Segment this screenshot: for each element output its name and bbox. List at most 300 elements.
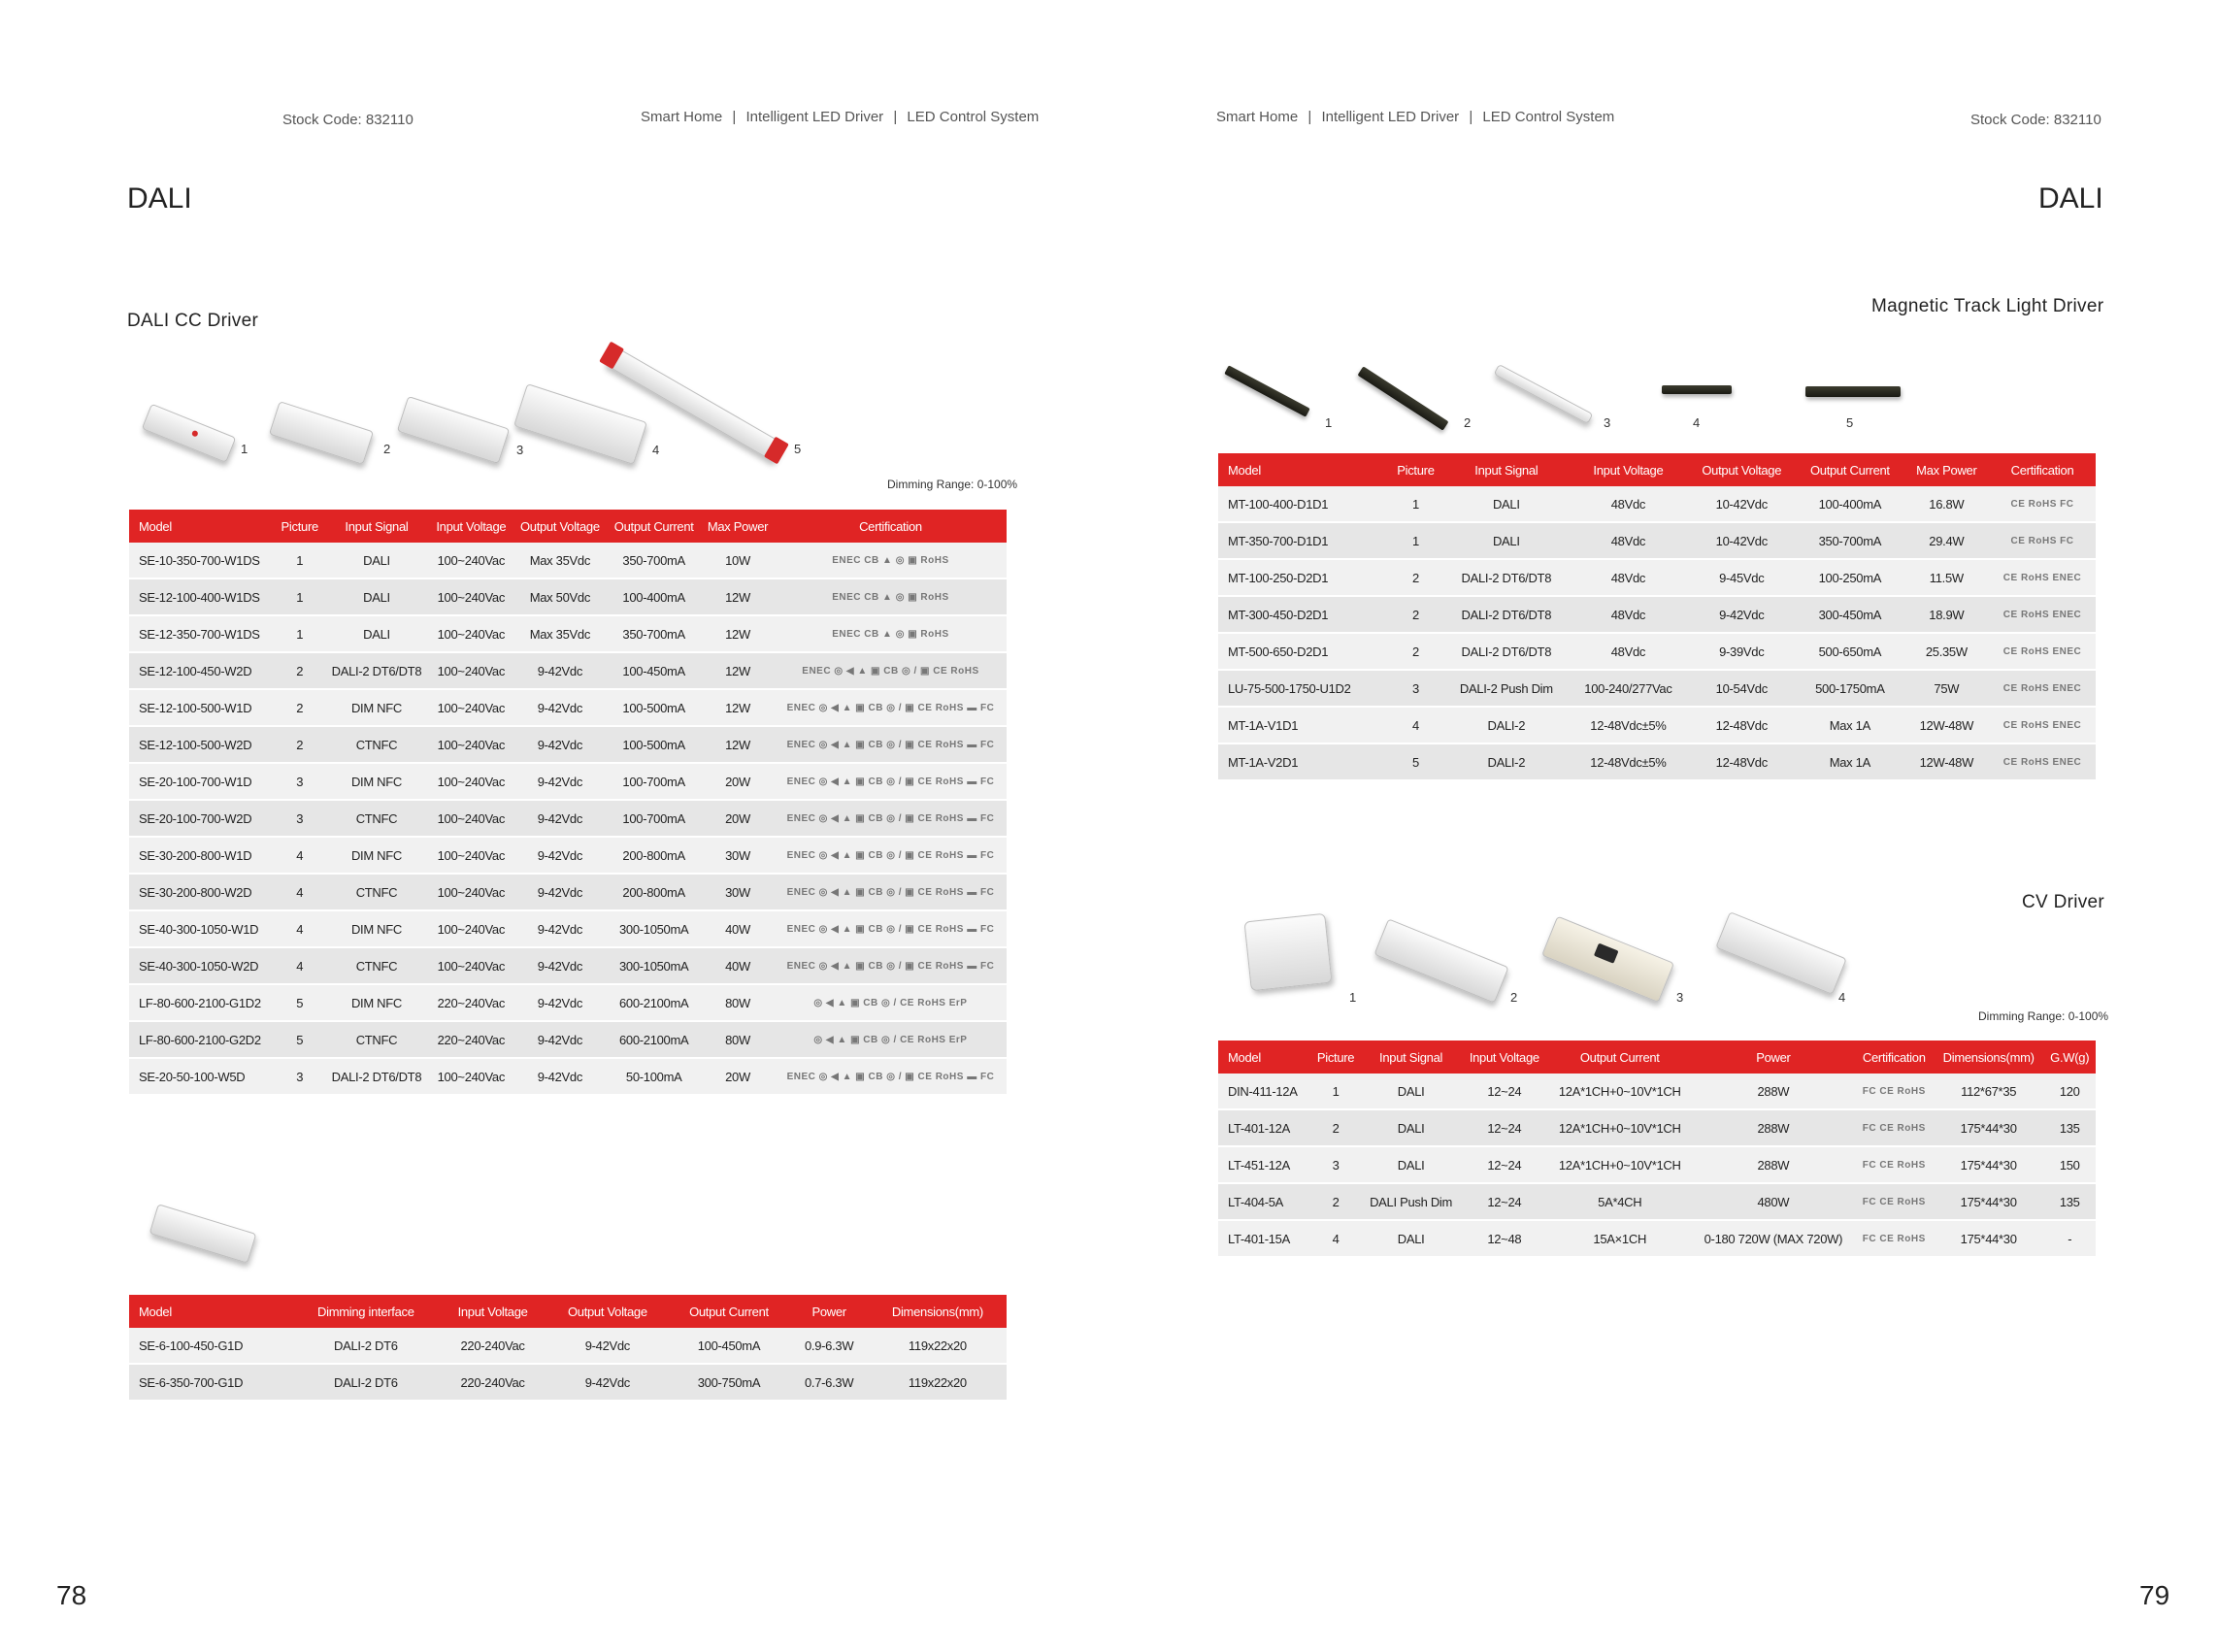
table-cell: 30W bbox=[701, 874, 775, 910]
column-header: Picture bbox=[1388, 453, 1444, 486]
table-cell: 5 bbox=[276, 984, 324, 1021]
nav-item[interactable]: Smart Home bbox=[641, 109, 723, 125]
certification-marks: ENEC CB ▲ ◎ ▣ RoHS bbox=[775, 543, 1007, 578]
table-cell: DALI-2 DT6/DT8 bbox=[1443, 559, 1569, 596]
table-cell: 75W bbox=[1904, 670, 1989, 707]
table-header bbox=[1218, 453, 2096, 486]
picture-label: 3 bbox=[1676, 990, 1684, 1005]
column-header: Dimming interface bbox=[293, 1295, 439, 1328]
certification-marks: ENEC CB ▲ ◎ ▣ RoHS bbox=[775, 615, 1007, 652]
table-header bbox=[129, 510, 1007, 543]
table-cell: DALI bbox=[1361, 1220, 1461, 1257]
picture-label: 1 bbox=[1349, 990, 1357, 1005]
table-cell: 9-42Vdc bbox=[513, 837, 607, 874]
certification-marks: FC CE RoHS bbox=[1855, 1146, 1934, 1183]
table-cell: 135 bbox=[2043, 1109, 2096, 1146]
table-row bbox=[1218, 1074, 2096, 1109]
table-cell: 10-54Vdc bbox=[1687, 670, 1796, 707]
certification-marks: ENEC ◎ ◀ ▲ ▣ CB ◎ / ▣ CE RoHS ▬ FC bbox=[775, 1058, 1007, 1095]
table-cell: DALI bbox=[324, 578, 429, 615]
table-row bbox=[1218, 707, 2096, 743]
table-cell: 12A*1CH+0~10V*1CH bbox=[1547, 1109, 1692, 1146]
table-cell: MT-1A-V1D1 bbox=[1218, 707, 1388, 743]
certification-marks: CE RoHS ENEC bbox=[1989, 633, 2096, 670]
table-cell: DALI bbox=[324, 615, 429, 652]
table-row bbox=[129, 543, 1007, 578]
table-row bbox=[129, 837, 1007, 874]
table-cell: SE-30-200-800-W2D bbox=[129, 874, 276, 910]
certification-marks: ENEC ◎ ◀ ▲ ▣ CB ◎ / ▣ CE RoHS ▬ FC bbox=[775, 837, 1007, 874]
table-cell: 100-400mA bbox=[1796, 486, 1904, 522]
table-cell: 220-240Vac bbox=[439, 1328, 546, 1364]
table-cell: CTNFC bbox=[324, 800, 429, 837]
table-cell: SE-40-300-1050-W1D bbox=[129, 910, 276, 947]
column-header: Model bbox=[129, 1295, 293, 1328]
certification-marks: CE RoHS ENEC bbox=[1989, 670, 2096, 707]
table-cell: 25.35W bbox=[1904, 633, 1989, 670]
table-row bbox=[1218, 522, 2096, 559]
product-image-3 bbox=[1542, 916, 1672, 1001]
table-cell: 220~240Vac bbox=[429, 984, 513, 1021]
table-cell: 100-500mA bbox=[607, 726, 701, 763]
table-cell: 9-42Vdc bbox=[513, 984, 607, 1021]
picture-label: 4 bbox=[1693, 415, 1701, 430]
table-cell: SE-12-100-500-W2D bbox=[129, 726, 276, 763]
table-row bbox=[1218, 1183, 2096, 1220]
table-cell: SE-12-350-700-W1DS bbox=[129, 615, 276, 652]
table-cell: 4 bbox=[1310, 1220, 1361, 1257]
table-cell: MT-100-400-D1D1 bbox=[1218, 486, 1388, 522]
table-cell: SE-20-100-700-W2D bbox=[129, 800, 276, 837]
table-cell: 9-42Vdc bbox=[513, 763, 607, 800]
column-header: Certification bbox=[1989, 453, 2096, 486]
table-cell: 1 bbox=[1388, 522, 1444, 559]
table-cell: 10-42Vdc bbox=[1687, 486, 1796, 522]
table-cell: 100-450mA bbox=[607, 652, 701, 689]
product-image-4 bbox=[1662, 385, 1732, 394]
table-cell: 12-48Vdc bbox=[1687, 707, 1796, 743]
table-cell: 48Vdc bbox=[1569, 522, 1687, 559]
table-cell: 1 bbox=[1388, 486, 1444, 522]
certification-marks: ENEC ◎ ◀ ▲ ▣ CB ◎ / ▣ CE RoHS ▬ FC bbox=[775, 910, 1007, 947]
picture-label: 3 bbox=[1604, 415, 1611, 430]
table-cell: SE-10-350-700-W1DS bbox=[129, 543, 276, 578]
column-header: Input Signal bbox=[1361, 1041, 1461, 1074]
table-row bbox=[1218, 559, 2096, 596]
certification-marks: ENEC ◎ ◀ ▲ ▣ CB ◎ / ▣ CE RoHS bbox=[775, 652, 1007, 689]
table-cell: SE-12-100-450-W2D bbox=[129, 652, 276, 689]
table-cell: LT-401-15A bbox=[1218, 1220, 1310, 1257]
column-header: Picture bbox=[1310, 1041, 1361, 1074]
table-cell: 500-650mA bbox=[1796, 633, 1904, 670]
table-cell: 5 bbox=[276, 1021, 324, 1058]
table-row bbox=[129, 578, 1007, 615]
table-cell: 18.9W bbox=[1904, 596, 1989, 633]
table-cell: Max 35Vdc bbox=[513, 543, 607, 578]
table-cell: 12A*1CH+0~10V*1CH bbox=[1547, 1146, 1692, 1183]
certification-marks: ENEC ◎ ◀ ▲ ▣ CB ◎ / ▣ CE RoHS ▬ FC bbox=[775, 726, 1007, 763]
table-cell: 220~240Vac bbox=[429, 1021, 513, 1058]
table-cell: DALI-2 bbox=[1443, 743, 1569, 780]
table-cell: Max 1A bbox=[1796, 743, 1904, 780]
table-cell: MT-100-250-D2D1 bbox=[1218, 559, 1388, 596]
table-cell: 12~24 bbox=[1461, 1109, 1547, 1146]
table-cell: 12W bbox=[701, 689, 775, 726]
table-cell: 135 bbox=[2043, 1183, 2096, 1220]
table-cell: 2 bbox=[1310, 1183, 1361, 1220]
table-cell: 9-42Vdc bbox=[513, 874, 607, 910]
table-row bbox=[129, 726, 1007, 763]
table-cell: 12W bbox=[701, 652, 775, 689]
table-cell: DALI-2 DT6 bbox=[293, 1328, 439, 1364]
table-cell: 12-48Vdc bbox=[1687, 743, 1796, 780]
column-header: Model bbox=[1218, 453, 1388, 486]
column-header: Output Current bbox=[668, 1295, 789, 1328]
page-number: 79 bbox=[2139, 1580, 2170, 1610]
page-title: DALI bbox=[127, 182, 192, 215]
table-row bbox=[1218, 670, 2096, 707]
table-cell: 100~240Vac bbox=[429, 543, 513, 578]
column-header: Max Power bbox=[1904, 453, 1989, 486]
nav-item[interactable]: Smart Home bbox=[1216, 109, 1299, 125]
table-cell: 2 bbox=[1388, 596, 1444, 633]
table-cell: 175*44*30 bbox=[1934, 1220, 2044, 1257]
column-header: G.W(g) bbox=[2043, 1041, 2096, 1074]
table-cell: 100~240Vac bbox=[429, 910, 513, 947]
table-cell: 11.5W bbox=[1904, 559, 1989, 596]
table-cell: 100~240Vac bbox=[429, 615, 513, 652]
table-cell: CTNFC bbox=[324, 726, 429, 763]
certification-marks: ENEC CB ▲ ◎ ▣ RoHS bbox=[775, 578, 1007, 615]
section-title: DALI CC Driver bbox=[127, 311, 259, 331]
table-cell: 12~48 bbox=[1461, 1220, 1547, 1257]
table-row bbox=[1218, 633, 2096, 670]
table-cell: 0.9-6.3W bbox=[790, 1328, 869, 1364]
table-cell: LF-80-600-2100-G1D2 bbox=[129, 984, 276, 1021]
table-cell: 100-240/277Vac bbox=[1569, 670, 1687, 707]
column-header: Input Voltage bbox=[1461, 1041, 1547, 1074]
table-cell: 2 bbox=[1388, 559, 1444, 596]
table-cell: 3 bbox=[1388, 670, 1444, 707]
column-header: Input Signal bbox=[1443, 453, 1569, 486]
table-cell: DALI bbox=[324, 543, 429, 578]
section-title: CV Driver bbox=[2022, 892, 2105, 912]
column-header: Input Signal bbox=[324, 510, 429, 543]
table-cell: 30W bbox=[701, 837, 775, 874]
table-cell: 288W bbox=[1692, 1074, 1855, 1109]
table-cell: DIM NFC bbox=[324, 984, 429, 1021]
product-image-small-driver bbox=[149, 1204, 257, 1264]
table-cell: 9-42Vdc bbox=[513, 689, 607, 726]
table-cell: 2 bbox=[276, 652, 324, 689]
table-cell: DALI bbox=[1443, 486, 1569, 522]
cc-driver-table bbox=[129, 510, 1007, 1096]
table-row bbox=[1218, 1220, 2096, 1257]
table-cell: DALI bbox=[1361, 1074, 1461, 1109]
table-cell: SE-30-200-800-W1D bbox=[129, 837, 276, 874]
table-cell: 48Vdc bbox=[1569, 633, 1687, 670]
table-cell: SE-12-100-400-W1DS bbox=[129, 578, 276, 615]
table-cell: 2 bbox=[1310, 1109, 1361, 1146]
table-cell: Max 50Vdc bbox=[513, 578, 607, 615]
table-cell: 288W bbox=[1692, 1146, 1855, 1183]
table-cell: 2 bbox=[1388, 633, 1444, 670]
page-number: 78 bbox=[56, 1580, 87, 1610]
table-cell: 220-240Vac bbox=[439, 1364, 546, 1401]
table-cell: 48Vdc bbox=[1569, 596, 1687, 633]
table-header bbox=[1218, 1041, 2096, 1074]
product-image-5 bbox=[1805, 386, 1901, 397]
picture-label: 5 bbox=[1846, 415, 1854, 430]
column-header: Max Power bbox=[701, 510, 775, 543]
table-cell: 48Vdc bbox=[1569, 486, 1687, 522]
product-image-4 bbox=[513, 383, 647, 465]
table-cell: 3 bbox=[276, 800, 324, 837]
column-header: Output Current bbox=[1796, 453, 1904, 486]
table-cell: 12W-48W bbox=[1904, 707, 1989, 743]
table-cell: 600-2100mA bbox=[607, 1021, 701, 1058]
nav-item[interactable]: LED Control System bbox=[1482, 109, 1615, 125]
table-cell: 20W bbox=[701, 1058, 775, 1095]
table-row bbox=[129, 910, 1007, 947]
table-row bbox=[129, 1021, 1007, 1058]
table-cell: 300-1050mA bbox=[607, 910, 701, 947]
table-cell: LU-75-500-1750-U1D2 bbox=[1218, 670, 1388, 707]
table-cell: CTNFC bbox=[324, 874, 429, 910]
table-cell: 9-42Vdc bbox=[546, 1364, 668, 1401]
table-cell: 500-1750mA bbox=[1796, 670, 1904, 707]
table-cell: 5A*4CH bbox=[1547, 1183, 1692, 1220]
column-header: Model bbox=[129, 510, 276, 543]
table-cell: 9-42Vdc bbox=[513, 947, 607, 984]
magnetic-track-driver-table bbox=[1218, 453, 2096, 781]
table-row bbox=[129, 689, 1007, 726]
product-image-2 bbox=[1373, 918, 1508, 1003]
column-header: Output Current bbox=[607, 510, 701, 543]
column-header: Power bbox=[790, 1295, 869, 1328]
table-cell: 12~24 bbox=[1461, 1183, 1547, 1220]
column-header: Power bbox=[1692, 1041, 1855, 1074]
table-cell: 100~240Vac bbox=[429, 578, 513, 615]
product-image-1 bbox=[142, 404, 234, 461]
header-nav: Smart Home | Intelligent LED Driver | LED Control System bbox=[1216, 109, 1615, 125]
table-cell: 480W bbox=[1692, 1183, 1855, 1220]
table-cell: SE-6-100-450-G1D bbox=[129, 1328, 293, 1364]
table-cell: 100-700mA bbox=[607, 763, 701, 800]
table-cell: 4 bbox=[1388, 707, 1444, 743]
table-cell: 29.4W bbox=[1904, 522, 1989, 559]
table-cell: 2 bbox=[276, 726, 324, 763]
certification-marks: CE RoHS ENEC bbox=[1989, 596, 2096, 633]
header-nav: Smart Home | Intelligent LED Driver | LED Control System bbox=[641, 109, 1040, 125]
page-title: DALI bbox=[2038, 182, 2103, 215]
table-row bbox=[129, 1058, 1007, 1095]
table-cell: 9-42Vdc bbox=[513, 652, 607, 689]
column-header: Output Current bbox=[1547, 1041, 1692, 1074]
table-cell: CTNFC bbox=[324, 947, 429, 984]
picture-label: 1 bbox=[1325, 415, 1333, 430]
table-row bbox=[129, 763, 1007, 800]
table-cell: 3 bbox=[1310, 1146, 1361, 1183]
picture-label: 1 bbox=[241, 442, 248, 456]
table-cell: 100~240Vac bbox=[429, 726, 513, 763]
table-cell: 12W bbox=[701, 726, 775, 763]
certification-marks: ENEC ◎ ◀ ▲ ▣ CB ◎ / ▣ CE RoHS ▬ FC bbox=[775, 689, 1007, 726]
picture-label: 2 bbox=[1510, 990, 1518, 1005]
table-cell: 40W bbox=[701, 947, 775, 984]
table-cell: MT-1A-V2D1 bbox=[1218, 743, 1388, 780]
column-header: Dimensions(mm) bbox=[1934, 1041, 2044, 1074]
table-cell: 100~240Vac bbox=[429, 800, 513, 837]
table-cell: 12W-48W bbox=[1904, 743, 1989, 780]
table-row bbox=[129, 615, 1007, 652]
table-cell: DALI-2 DT6/DT8 bbox=[1443, 596, 1569, 633]
nav-item[interactable]: Intelligent LED Driver bbox=[1321, 109, 1460, 125]
table-cell: 12A*1CH+0~10V*1CH bbox=[1547, 1074, 1692, 1109]
column-header: Picture bbox=[276, 510, 324, 543]
table-cell: 2 bbox=[276, 689, 324, 726]
table-cell: LT-451-12A bbox=[1218, 1146, 1310, 1183]
column-header: Model bbox=[1218, 1041, 1310, 1074]
table-cell: 12~24 bbox=[1461, 1074, 1547, 1109]
table-cell: 16.8W bbox=[1904, 486, 1989, 522]
table-cell: 0.7-6.3W bbox=[790, 1364, 869, 1401]
table-cell: 100-250mA bbox=[1796, 559, 1904, 596]
table-cell: 4 bbox=[276, 910, 324, 947]
table-cell: 40W bbox=[701, 910, 775, 947]
table-cell: 4 bbox=[276, 837, 324, 874]
table-cell: DALI-2 DT6/DT8 bbox=[324, 652, 429, 689]
table-cell: - bbox=[2043, 1220, 2096, 1257]
table-cell: 100~240Vac bbox=[429, 837, 513, 874]
table-cell: 120 bbox=[2043, 1074, 2096, 1109]
table-cell: 10W bbox=[701, 543, 775, 578]
picture-label: 4 bbox=[652, 443, 660, 457]
table-cell: DALI bbox=[1361, 1146, 1461, 1183]
table-cell: 100-400mA bbox=[607, 578, 701, 615]
table-cell: 200-800mA bbox=[607, 837, 701, 874]
picture-label: 2 bbox=[1464, 415, 1472, 430]
table-row bbox=[129, 947, 1007, 984]
table-row bbox=[1218, 486, 2096, 522]
product-image-3 bbox=[397, 396, 510, 464]
table-cell: 12W bbox=[701, 578, 775, 615]
product-image-1 bbox=[1243, 913, 1332, 991]
table-cell: DIN-411-12A bbox=[1218, 1074, 1310, 1109]
table-cell: 1 bbox=[1310, 1074, 1361, 1109]
product-image-1 bbox=[1224, 365, 1310, 416]
table-cell: 12W bbox=[701, 615, 775, 652]
table-cell: 150 bbox=[2043, 1146, 2096, 1183]
table-cell: Max 35Vdc bbox=[513, 615, 607, 652]
table-cell: 175*44*30 bbox=[1934, 1183, 2044, 1220]
table-cell: 112*67*35 bbox=[1934, 1074, 2044, 1109]
table-row bbox=[129, 652, 1007, 689]
table-cell: 9-42Vdc bbox=[513, 1021, 607, 1058]
table-cell: Max 1A bbox=[1796, 707, 1904, 743]
table-cell: CTNFC bbox=[324, 1021, 429, 1058]
table-cell: LT-404-5A bbox=[1218, 1183, 1310, 1220]
table-cell: 3 bbox=[276, 763, 324, 800]
table-cell: 350-700mA bbox=[1796, 522, 1904, 559]
certification-marks: FC CE RoHS bbox=[1855, 1074, 1934, 1109]
dimming-range: Dimming Range: 0-100% bbox=[1978, 1009, 2109, 1023]
cv-driver-table bbox=[1218, 1041, 2096, 1258]
product-image-4 bbox=[1715, 911, 1847, 995]
certification-marks: ◎ ◀ ▲ ▣ CB ◎ / CE RoHS ErP bbox=[775, 984, 1007, 1021]
table-cell: 100~240Vac bbox=[429, 689, 513, 726]
table-cell: 9-42Vdc bbox=[546, 1328, 668, 1364]
certification-marks: FC CE RoHS bbox=[1855, 1220, 1934, 1257]
table-cell: 100-500mA bbox=[607, 689, 701, 726]
table-cell: 100-700mA bbox=[607, 800, 701, 837]
table-cell: DALI-2 DT6/DT8 bbox=[324, 1058, 429, 1095]
table-cell: 0-180 720W (MAX 720W) bbox=[1692, 1220, 1855, 1257]
stock-code: Stock Code: 832110 bbox=[1970, 112, 2101, 128]
table-cell: 119x22x20 bbox=[869, 1364, 1007, 1401]
table-cell: 9-45Vdc bbox=[1687, 559, 1796, 596]
table-cell: 3 bbox=[276, 1058, 324, 1095]
picture-label: 5 bbox=[794, 442, 802, 456]
table-cell: DALI-2 bbox=[1443, 707, 1569, 743]
table-row bbox=[129, 1328, 1007, 1364]
table-cell: 600-2100mA bbox=[607, 984, 701, 1021]
certification-marks: ◎ ◀ ▲ ▣ CB ◎ / CE RoHS ErP bbox=[775, 1021, 1007, 1058]
table-cell: 100-450mA bbox=[668, 1328, 789, 1364]
table-cell: 80W bbox=[701, 1021, 775, 1058]
table-cell: 100~240Vac bbox=[429, 947, 513, 984]
picture-label: 4 bbox=[1838, 990, 1846, 1005]
certification-marks: CE RoHS FC bbox=[1989, 486, 2096, 522]
table-cell: DIM NFC bbox=[324, 689, 429, 726]
table-cell: 9-42Vdc bbox=[513, 800, 607, 837]
table-cell: 50-100mA bbox=[607, 1058, 701, 1095]
certification-marks: CE RoHS ENEC bbox=[1989, 743, 2096, 780]
table-cell: 12~24 bbox=[1461, 1146, 1547, 1183]
certification-marks: FC CE RoHS bbox=[1855, 1109, 1934, 1146]
column-header: Output Voltage bbox=[513, 510, 607, 543]
table-cell: LF-80-600-2100-G2D2 bbox=[129, 1021, 276, 1058]
table-cell: 9-39Vdc bbox=[1687, 633, 1796, 670]
table-cell: 9-42Vdc bbox=[513, 726, 607, 763]
table-cell: DALI bbox=[1361, 1109, 1461, 1146]
table-row bbox=[129, 800, 1007, 837]
dt6-driver-table bbox=[129, 1295, 1007, 1402]
table-cell: 9-42Vdc bbox=[1687, 596, 1796, 633]
column-header: Output Voltage bbox=[1687, 453, 1796, 486]
table-cell: 12-48Vdc±5% bbox=[1569, 743, 1687, 780]
nav-item[interactable]: Intelligent LED Driver bbox=[745, 109, 884, 125]
table-cell: 80W bbox=[701, 984, 775, 1021]
nav-item[interactable]: LED Control System bbox=[907, 109, 1040, 125]
certification-marks: CE RoHS ENEC bbox=[1989, 559, 2096, 596]
certification-marks: CE RoHS ENEC bbox=[1989, 707, 2096, 743]
table-cell: 175*44*30 bbox=[1934, 1109, 2044, 1146]
table-row bbox=[129, 984, 1007, 1021]
table-cell: 9-42Vdc bbox=[513, 1058, 607, 1095]
table-cell: 10-42Vdc bbox=[1687, 522, 1796, 559]
picture-label: 2 bbox=[383, 442, 391, 456]
table-cell: 20W bbox=[701, 800, 775, 837]
stock-code: Stock Code: 832110 bbox=[282, 112, 414, 128]
table-cell: DALI-2 DT6 bbox=[293, 1364, 439, 1401]
certification-marks: FC CE RoHS bbox=[1855, 1183, 1934, 1220]
certification-marks: ENEC ◎ ◀ ▲ ▣ CB ◎ / ▣ CE RoHS ▬ FC bbox=[775, 947, 1007, 984]
table-cell: 350-700mA bbox=[607, 615, 701, 652]
table-cell: 48Vdc bbox=[1569, 559, 1687, 596]
certification-marks: ENEC ◎ ◀ ▲ ▣ CB ◎ / ▣ CE RoHS ▬ FC bbox=[775, 874, 1007, 910]
certification-marks: ENEC ◎ ◀ ▲ ▣ CB ◎ / ▣ CE RoHS ▬ FC bbox=[775, 763, 1007, 800]
